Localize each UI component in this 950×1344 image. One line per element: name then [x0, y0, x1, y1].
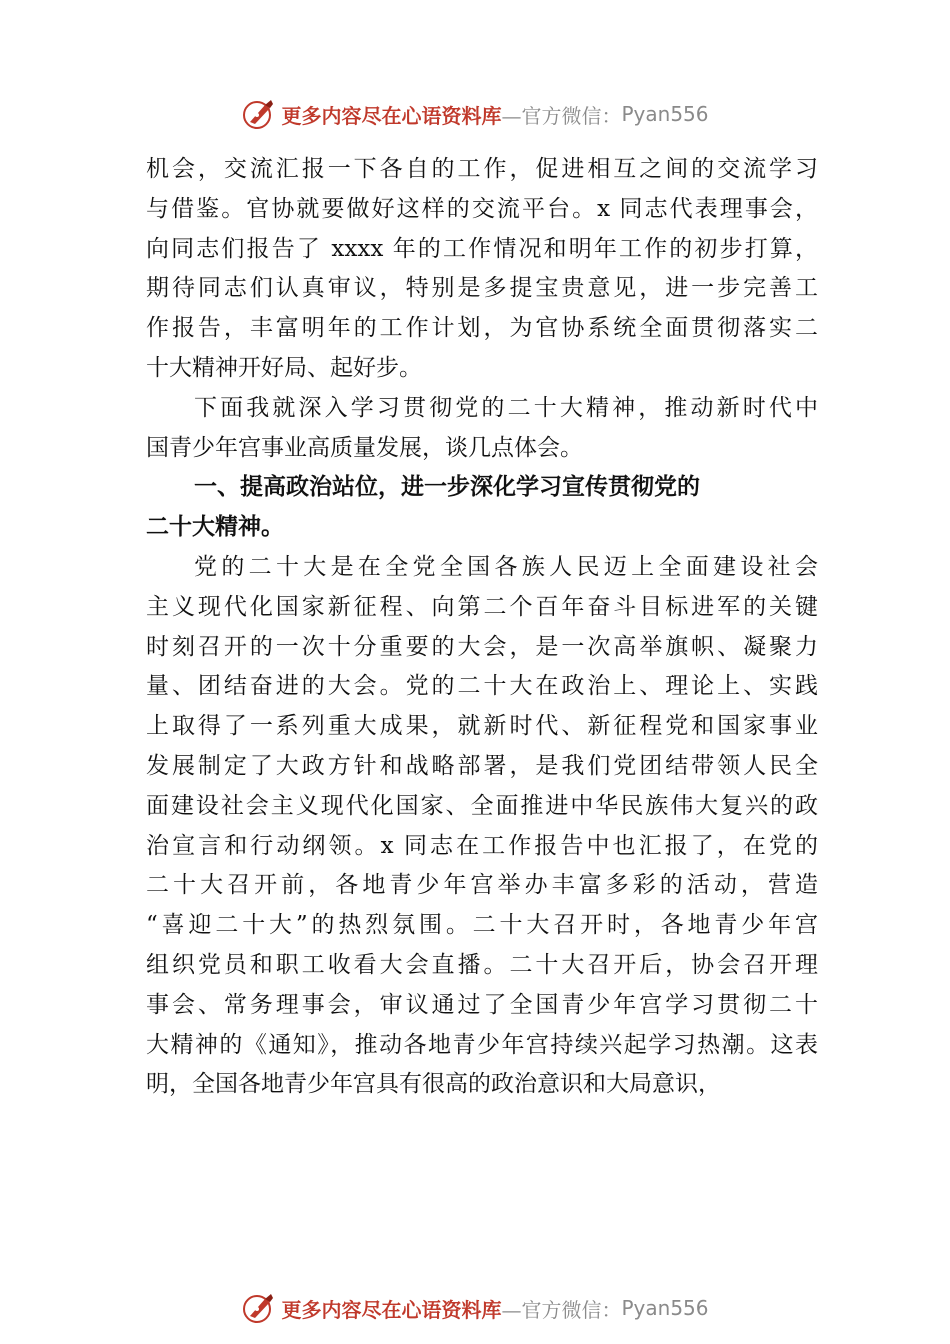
body-line: 二十大召开前，各地青少年宫举办丰富多彩的活动，营造 [146, 872, 818, 899]
body-line: 面建设社会主义现代化国家、全面推进中华民族伟大复兴的政 [146, 792, 818, 819]
body-line: 治宣言和行动纲领。x 同志在工作报告中也汇报了，在党的 [146, 832, 818, 859]
body-line: 作报告，丰富明年的工作计划，为官协系统全面贯彻落实二 [146, 315, 818, 342]
banner-site-name: 更多内容尽在心语资料库 [281, 103, 502, 128]
footer-watermark-banner [0, 1288, 950, 1328]
body-line: 机会，交流汇报一下各自的工作，促进相互之间的交流学习 [146, 156, 818, 182]
body-line: 上取得了一系列重大成果，就新时代、新征程党和国家事业 [146, 713, 818, 740]
document-body [146, 150, 818, 1105]
body-line: 明，全国各地青少年宫具有很高的政治意识和大局意识， [146, 1071, 721, 1098]
header-watermark-banner [0, 94, 950, 134]
body-line: 主义现代化国家新征程、向第二个百年奋斗目标进军的关键 [146, 593, 818, 620]
body-line: 向同志们报告了 xxxx 年的工作情况和明年工作的初步打算， [146, 235, 818, 262]
body-line: 期待同志们认真审议，特别是多提宝贵意见，进一步完善工 [146, 275, 818, 302]
body-line: 时刻召开的一次十分重要的大会，是一次高举旗帜、凝聚力 [146, 633, 818, 660]
banner-wechat-id: Pyan556 [621, 102, 709, 126]
body-line: 大精神的《通知》，推动各地青少年宫持续兴起学习热潮。这表 [146, 1031, 818, 1058]
section-heading: 一、提高政治站位，进一步深化学习宣传贯彻党的 [194, 474, 700, 501]
body-line: 事会、常务理事会，审议通过了全国青少年宫学习贯彻二十 [146, 991, 818, 1018]
body-line: 与借鉴。官协就要做好这样的交流平台。x 同志代表理事会， [146, 195, 818, 222]
body-line: 十大精神开好局、起好步。 [146, 354, 422, 381]
pen-nib-logo-icon [241, 1290, 277, 1326]
body-line: 组织党员和职工收看大会直播。二十大召开后，协会召开理 [146, 951, 818, 978]
body-line: 发展制定了大政方针和战略部署，是我们党团结带领人民全 [146, 752, 818, 779]
pen-nib-logo-icon [241, 96, 277, 132]
banner-site-name: 更多内容尽在心语资料库 [281, 1297, 502, 1322]
section-heading-continued: 二十大精神。 [146, 514, 284, 541]
body-line: 党的二十大是在全党全国各族人民迈上全面建设社会 [194, 553, 818, 580]
body-line: 量、团结奋进的大会。党的二十大在政治上、理论上、实践 [146, 673, 818, 700]
body-line: 下面我就深入学习贯彻党的二十大精神，推动新时代中 [194, 394, 818, 421]
banner-wechat-id: Pyan556 [621, 1296, 709, 1320]
banner-wechat-label: —官方微信： [501, 103, 622, 128]
body-line: “喜迎二十大”的热烈氛围。二十大召开时，各地青少年宫 [146, 912, 818, 939]
body-line: 国青少年宫事业高质量发展，谈几点体会。 [146, 434, 583, 461]
banner-wechat-label: —官方微信： [501, 1297, 622, 1322]
